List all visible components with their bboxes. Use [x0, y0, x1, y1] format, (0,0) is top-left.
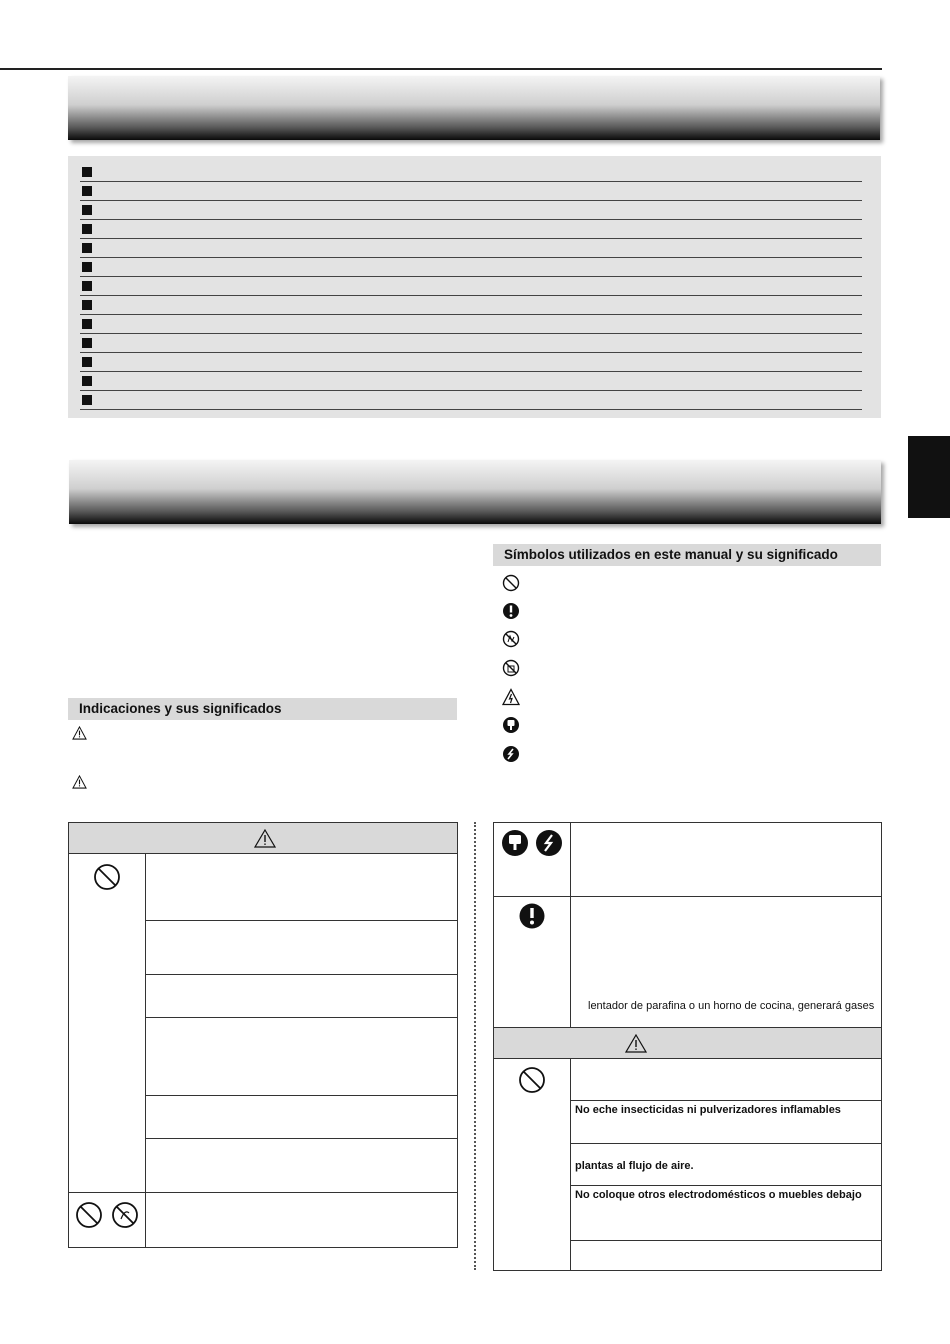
notice-text: lentador de parafina o un horno de cocina, generará gases: [588, 1000, 875, 1012]
caution-triangle-icon: [625, 1034, 647, 1053]
electric-shock-icon: [502, 688, 520, 706]
toc-row: [80, 200, 862, 220]
caution-item-text: No coloque otros electrodomésticos o muebles debajo: [575, 1189, 862, 1201]
indications-heading: Indicaciones y sus significados: [68, 698, 457, 720]
square-bullet-icon: [82, 167, 92, 177]
toc-row: [80, 390, 862, 410]
toc-row: [80, 219, 862, 239]
toc-row: [80, 276, 862, 296]
square-bullet-icon: [82, 205, 92, 215]
caution-item-text: No eche insecticidas ni pulverizadores inflamables: [575, 1104, 841, 1116]
square-bullet-icon: [82, 262, 92, 272]
prohibited-icon: [93, 863, 121, 891]
toc-row: [80, 371, 862, 391]
no-water-icon: [111, 1201, 139, 1229]
no-water-icon: [502, 659, 520, 677]
breaker-icon: [535, 829, 563, 857]
square-bullet-icon: [82, 357, 92, 367]
square-bullet-icon: [82, 186, 92, 196]
square-bullet-icon: [82, 281, 92, 291]
square-bullet-icon: [82, 376, 92, 386]
warning-table-left: [68, 822, 458, 1248]
square-bullet-icon: [82, 300, 92, 310]
caution-triangle-icon: [72, 775, 87, 789]
warning-table-right: [493, 822, 882, 1271]
warning-triangle-icon: [72, 726, 87, 740]
toc-row: [80, 162, 862, 182]
breaker-icon: [502, 745, 520, 763]
language-side-tab: [908, 436, 950, 518]
square-bullet-icon: [82, 395, 92, 405]
prohibited-icon: [518, 1066, 546, 1094]
warning-triangle-icon: [254, 829, 276, 848]
unplug-icon: [502, 716, 520, 734]
exclamation-icon: [502, 602, 520, 620]
toc-row: [80, 333, 862, 353]
top-rule: [0, 68, 882, 70]
exclamation-icon: [519, 903, 545, 929]
safety-banner: [69, 460, 881, 524]
caution-item-text: plantas al flujo de aire.: [575, 1160, 694, 1172]
square-bullet-icon: [82, 319, 92, 329]
caution-table-header: [494, 1028, 881, 1059]
toc-row: [80, 257, 862, 277]
unplug-icon: [501, 829, 529, 857]
square-bullet-icon: [82, 243, 92, 253]
square-bullet-icon: [82, 338, 92, 348]
toc-row: [80, 314, 862, 334]
prohibited-icon: [502, 574, 520, 592]
column-divider: [474, 822, 476, 1270]
contents-banner: [68, 76, 880, 140]
contents-box: [68, 156, 881, 418]
toc-row: [80, 238, 862, 258]
square-bullet-icon: [82, 224, 92, 234]
symbols-heading: Símbolos utilizados en este manual y su significado: [493, 544, 881, 566]
toc-row: [80, 295, 862, 315]
no-wet-hands-icon: [502, 630, 520, 648]
toc-row: [80, 181, 862, 201]
prohibited-icon: [75, 1201, 103, 1229]
toc-row: [80, 352, 862, 372]
